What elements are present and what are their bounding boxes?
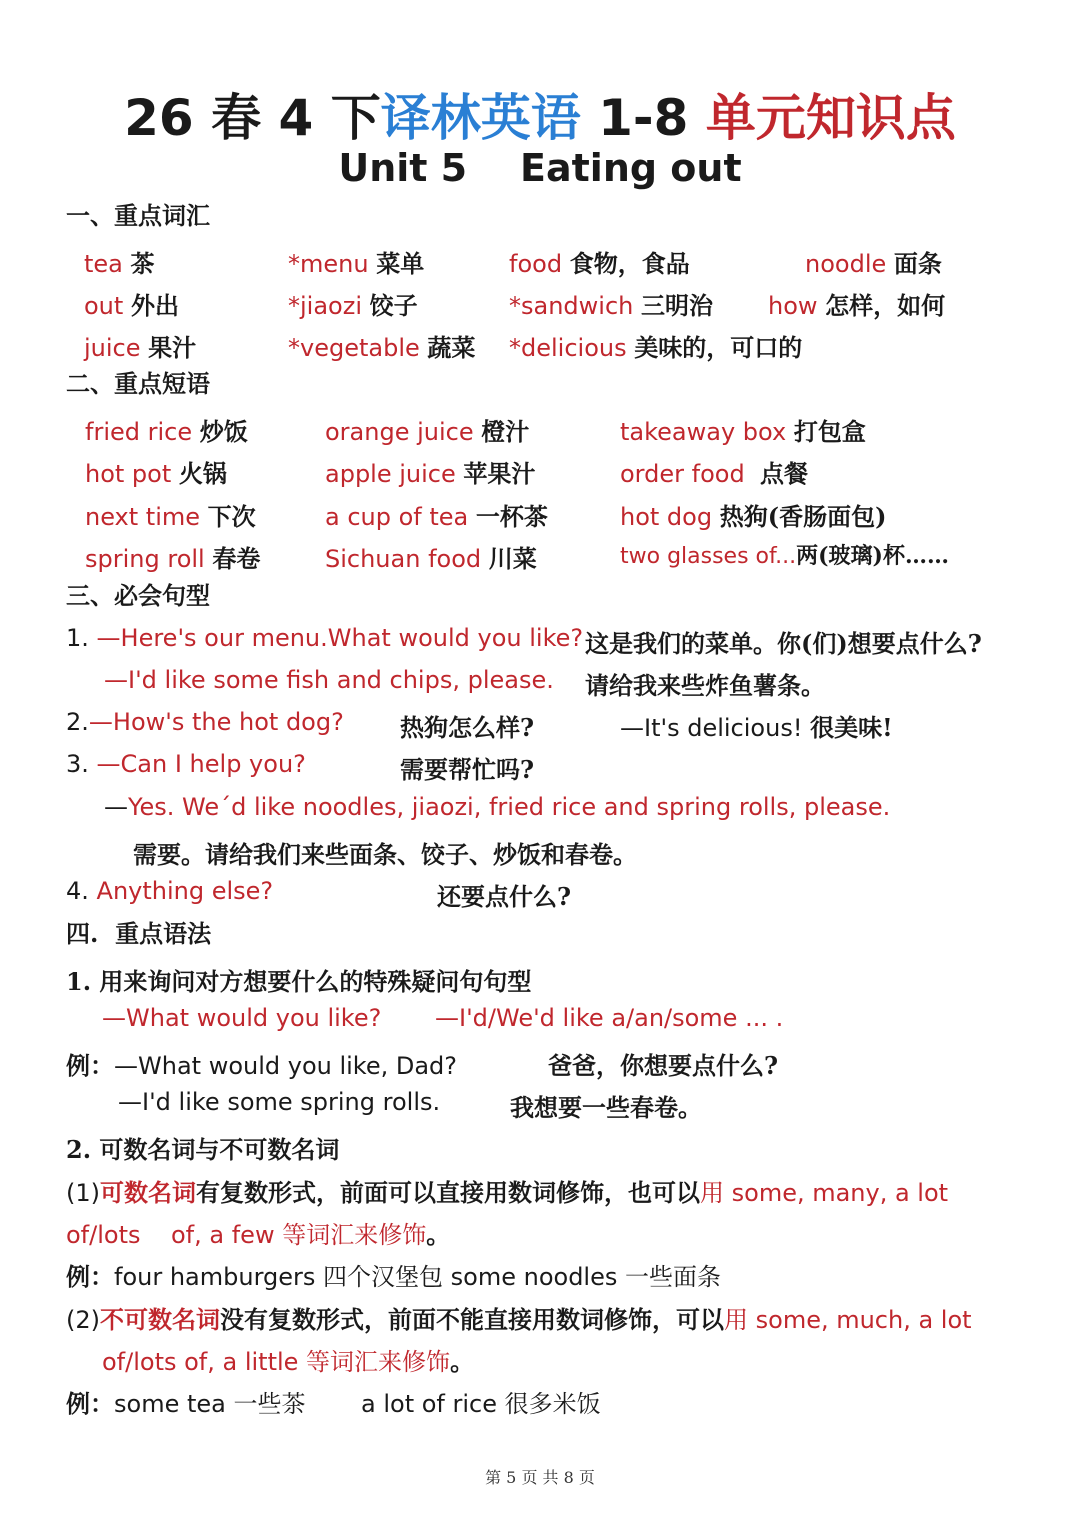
phrase-item: hot pot 火锅 <box>85 459 227 488</box>
grammar-1-pattern-answer: —I'd/We'd like a/an/some ... . <box>435 1004 784 1032</box>
sentence-1-answer-zh: 请给我来些炸鱼薯条。 <box>585 671 825 700</box>
phrase-item: fried rice 炒饭 <box>85 417 248 446</box>
grammar-2-point-2: (2)不可数名词没有复数形式，前面不能直接用数词修饰，可以用 some, much, a lot <box>66 1305 972 1334</box>
vocab-item: tea 茶 <box>84 249 155 278</box>
phrase-item: spring roll 春卷 <box>85 544 261 573</box>
sentence-1-question: 1. —Here's our menu.What would you like? <box>66 624 584 652</box>
unit-title: Unit 5 Eating out <box>338 146 742 190</box>
sentence-2-question-zh: 热狗怎么样? <box>400 713 535 742</box>
vocab-heading: 一、重点词汇 <box>66 201 210 230</box>
title-part4: 单元知识点 <box>705 89 956 147</box>
sentence-3-answer: —Yes. We´d like noodles, jiaozi, fried rice and spring rolls, please. <box>104 793 891 821</box>
grammar-1-pattern-question: —What would you like? <box>102 1004 382 1032</box>
grammar-2-example-2b: a lot of rice 很多米饭 <box>361 1390 601 1418</box>
grammar-2-point-1: (1)可数名词有复数形式，前面可以直接用数词修饰，也可以用 some, many, a lot <box>66 1178 949 1207</box>
vocab-item: *menu 菜单 <box>288 249 425 278</box>
grammar-1-example-question-zh: 爸爸，你想要点什么? <box>548 1051 779 1080</box>
sentence-2-question: 2.—How's the hot dog? <box>66 708 344 736</box>
sentence-3-answer-zh: 需要。请给我们来些面条、饺子、炒饭和春卷。 <box>133 840 637 869</box>
sentence-4-question-zh: 还要点什么? <box>437 882 572 911</box>
phrase-item: two glasses of...两(玻璃)杯…… <box>620 543 949 569</box>
vocab-item: food 食物，食品 <box>509 249 690 278</box>
phrase-item: Sichuan food 川菜 <box>325 544 537 573</box>
grammar-1-example-answer: —I'd like some spring rolls. <box>118 1088 441 1116</box>
phrase-item: apple juice 苹果汁 <box>325 459 536 488</box>
grammar-2-title: 2. 可数名词与不可数名词 <box>66 1135 340 1164</box>
grammar-2-point-2-cont: of/lots of, a little 等词汇来修饰。 <box>102 1347 475 1376</box>
grammar-1-title: 1. 用来询问对方想要什么的特殊疑问句句型 <box>66 967 532 996</box>
vocab-item: *jiaozi 饺子 <box>288 291 418 320</box>
vocab-item: juice 果汁 <box>84 333 197 362</box>
phrases-heading: 二、重点短语 <box>66 369 210 398</box>
grammar-2-point-1-cont: of/lots of, a few 等词汇来修饰。 <box>66 1220 451 1249</box>
grammar-1-example-answer-zh: 我想要一些春卷。 <box>510 1093 702 1122</box>
page-title <box>0 78 1080 150</box>
grammar-2-example-1: 例：four hamburgers 四个汉堡包 some noodles 一些面条 <box>66 1262 721 1291</box>
sentence-3-question-zh: 需要帮忙吗? <box>400 755 535 784</box>
phrase-item: a cup of tea 一杯茶 <box>325 502 548 531</box>
title-part3: 1-8 <box>580 89 706 147</box>
vocab-item: how 怎样，如何 <box>768 291 946 320</box>
vocab-item: out 外出 <box>84 291 179 320</box>
phrase-item: takeaway box 打包盒 <box>620 417 866 446</box>
sentence-3-question: 3. —Can I help you? <box>66 750 306 778</box>
vocab-item: *vegetable 蔬菜 <box>288 333 476 362</box>
sentence-2-answer: —It's delicious! 很美味! <box>620 713 893 742</box>
phrase-item: next time 下次 <box>85 502 256 531</box>
sentences-heading: 三、必会句型 <box>66 581 210 610</box>
sentence-1-answer: —I'd like some fish and chips, please. <box>104 666 554 694</box>
grammar-2-example-2: 例：some tea 一些茶 <box>66 1389 306 1418</box>
vocab-item: *sandwich 三明治 <box>509 291 713 320</box>
phrase-item: hot dog 热狗(香肠面包) <box>620 502 887 531</box>
vocab-item: noodle 面条 <box>805 249 942 278</box>
phrase-item: order food 点餐 <box>620 459 808 488</box>
title-part1: 26 春 4 下 <box>124 89 381 147</box>
page-number: 第 5 页 共 8 页 <box>485 1468 595 1487</box>
vocab-item: *delicious 美味的，可口的 <box>509 333 803 362</box>
title-part2: 译林英语 <box>380 89 581 147</box>
grammar-heading: 四. 重点语法 <box>66 919 212 948</box>
sentence-4-question: 4. Anything else? <box>66 877 274 905</box>
sentence-1-question-zh: 这是我们的菜单。你(们)想要点什么? <box>585 629 982 658</box>
grammar-1-example-question: 例：—What would you like, Dad? <box>66 1051 458 1080</box>
phrase-item: orange juice 橙汁 <box>325 417 530 446</box>
